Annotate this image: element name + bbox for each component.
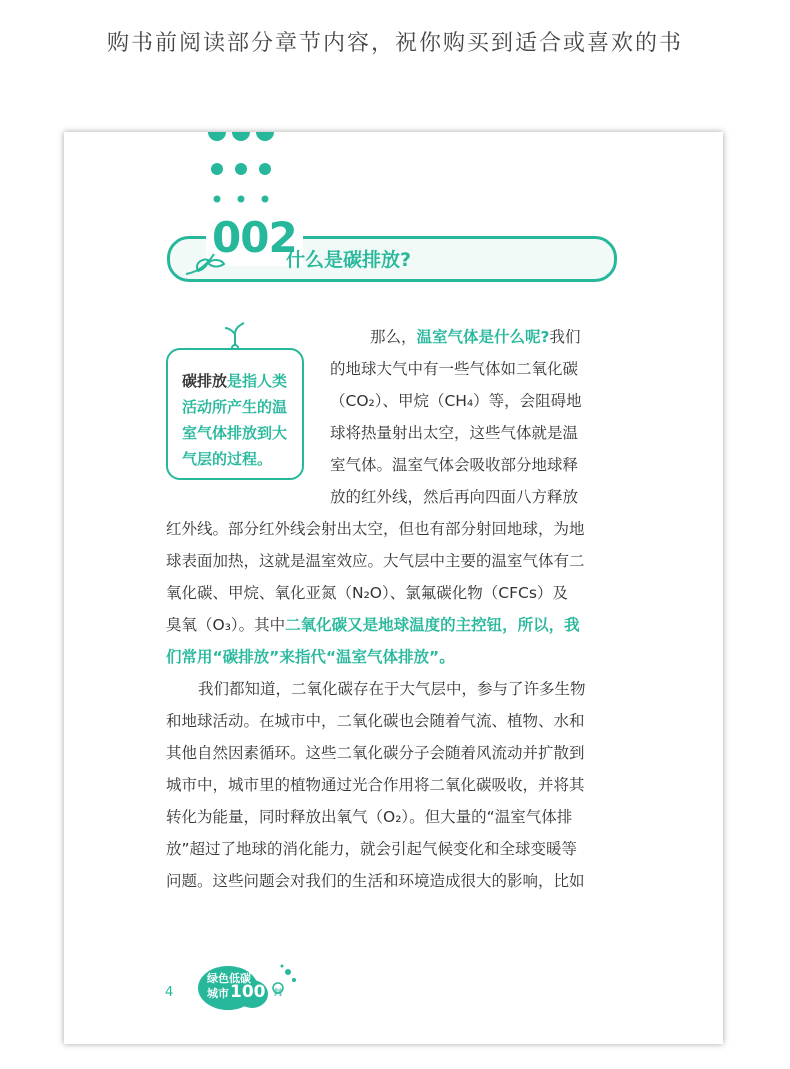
definition-term: 碳排放 — [182, 372, 228, 390]
para1-line-4: 球将热量射出太空，这些气体就是温 — [330, 424, 579, 442]
definition-line-2: 活动所产生的温 — [182, 398, 288, 416]
highlight-question: 温室气体是什么呢? — [416, 328, 550, 346]
definition-line-4: 气层的过程。 — [182, 450, 273, 468]
para1-line-8: 球表面加热，这就是温室效应。大气层中主要的温室气体有二 — [166, 552, 585, 570]
highlight-key-sentence: 二氧化碳又是地球温度的主控钮，所以，我 — [285, 616, 580, 634]
logo-suffix: 问 — [274, 988, 282, 997]
definition-line-3: 室气体排放到大 — [182, 424, 288, 442]
para1-line-5: 室气体。温室气体会吸收部分地球释 — [330, 456, 579, 474]
page-number: 4 — [165, 985, 174, 1000]
para2-line-2: 和地球活动。在城市中，二氧化碳也会随着气流、植物、水和 — [166, 712, 585, 730]
logo-line-2: 城市 — [207, 987, 229, 1000]
para2-line-6: 放”超过了地球的消化能力，就会引起气候变化和全球变暖等 — [166, 840, 578, 858]
para1-line-11: 们常用“碳排放”来指代“温室气体排放”。 — [166, 648, 455, 666]
logo-number: 100 — [230, 982, 266, 1002]
logo-line-1: 绿色低碳 — [207, 972, 251, 985]
definition-line-1: 碳排放是指人类 — [182, 372, 288, 390]
book-page — [64, 132, 723, 1044]
sprout-icon — [184, 250, 228, 280]
decorative-dots — [64, 132, 723, 232]
chapter-title: 什么是碳排放? — [286, 249, 412, 271]
para1-line-1: 那么，温室气体是什么呢?我们 — [370, 328, 581, 346]
para2-line-3: 其他自然因素循环。这些二氧化碳分子会随着风流动并扩散到 — [166, 744, 585, 762]
para2-line-5: 转化为能量，同时释放出氧气（O₂）。但大量的“温室气体排 — [166, 808, 573, 826]
para1-line-3: （CO₂）、甲烷（CH₄）等，会阻碍地 — [330, 392, 582, 410]
para1-line-7: 红外线。部分红外线会射出太空，但也有部分射回地球，为地 — [166, 520, 585, 538]
para2-line-1: 我们都知道，二氧化碳存在于大气层中，参与了许多生物 — [198, 680, 586, 698]
para2-line-4: 城市中，城市里的植物通过光合作用将二氧化碳吸收，并将其 — [166, 776, 585, 794]
para1-line-9: 氧化碳、甲烷、氧化亚氮（N₂O）、氯氟碳化物（CFCs）及 — [166, 584, 568, 602]
para1-line-6: 放的红外线，然后再向四面八方释放 — [330, 488, 579, 506]
para1-line-2: 的地球大气中有一些气体如二氧化碳 — [330, 360, 579, 378]
para2-line-7: 问题。这些问题会对我们的生活和环境造成很大的影响，比如 — [166, 872, 585, 890]
definition-box — [166, 348, 304, 480]
top-banner: 购书前阅读部分章节内容，祝你购买到适合或喜欢的书 — [106, 31, 683, 56]
chapter-number: 002 — [206, 210, 303, 266]
para1-line-10: 臭氧（O₃）。其中二氧化碳又是地球温度的主控钮，所以，我 — [166, 616, 580, 634]
